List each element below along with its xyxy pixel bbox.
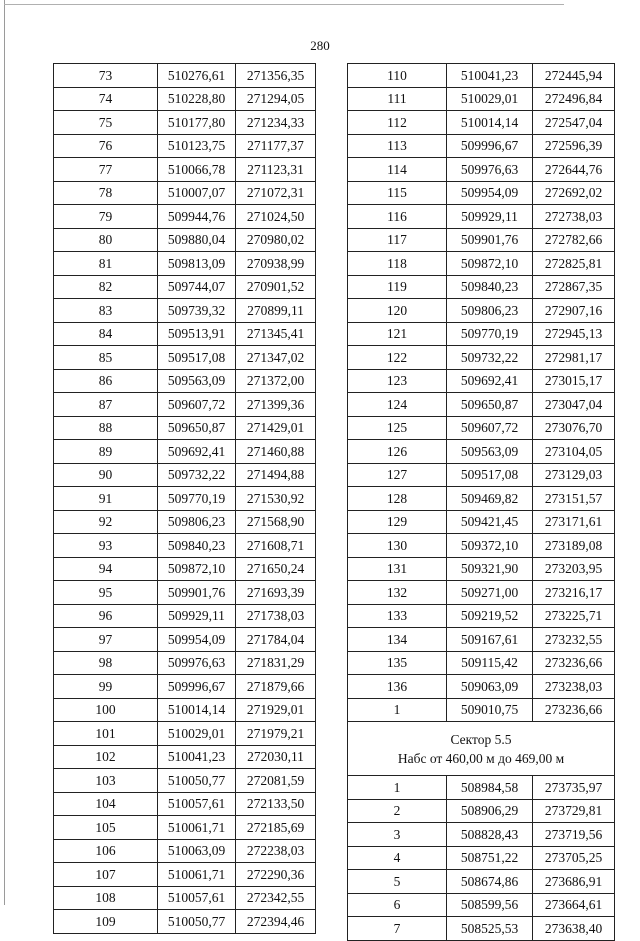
table-row [348,111,615,135]
coord-x-cell: 510228,80 [158,87,236,111]
coord-x-cell: 509840,23 [158,534,236,558]
point-number-cell: 108 [54,886,158,910]
coord-x-cell: 509607,72 [158,393,236,417]
table-row [54,698,316,722]
point-number-cell: 131 [348,557,447,581]
coord-x-cell: 509607,72 [447,416,533,440]
table-row [348,651,615,675]
coord-x-cell: 510014,14 [447,111,533,135]
coord-x-cell: 509167,61 [447,628,533,652]
table-row [54,181,316,205]
table-row [54,252,316,276]
sector-header [348,722,615,776]
point-number-cell: 109 [54,910,158,934]
coord-y-cell: 273238,03 [533,675,615,699]
coord-x-cell: 509901,76 [158,581,236,605]
coord-y-cell: 271123,31 [236,158,316,182]
table-row [348,205,615,229]
table-row [348,846,615,870]
point-number-cell: 78 [54,181,158,205]
table-row [54,910,316,934]
table-row [54,557,316,581]
point-number-cell: 75 [54,111,158,135]
coord-y-cell: 272133,50 [236,792,316,816]
coord-y-cell: 273104,05 [533,440,615,464]
coord-y-cell: 272238,03 [236,839,316,863]
point-number-cell: 105 [54,816,158,840]
table-row [348,393,615,417]
coord-y-cell: 272825,81 [533,252,615,276]
coord-x-cell: 509929,11 [447,205,533,229]
coord-y-cell: 273171,61 [533,510,615,534]
table-row [348,698,615,722]
table-row [54,64,316,88]
coord-x-cell: 510029,01 [447,87,533,111]
coord-x-cell: 510007,07 [158,181,236,205]
coord-y-cell: 270938,99 [236,252,316,276]
table-row [54,393,316,417]
coord-y-cell: 272496,84 [533,87,615,111]
point-number-cell: 92 [54,510,158,534]
coord-x-cell: 510123,75 [158,134,236,158]
point-number-cell: 115 [348,181,447,205]
table-row [54,628,316,652]
scan-edge-left [4,0,5,905]
point-number-cell: 126 [348,440,447,464]
point-number-cell: 2 [348,799,447,823]
coord-x-cell: 509321,90 [447,557,533,581]
table-row [54,87,316,111]
coord-y-cell: 272394,46 [236,910,316,934]
coord-y-cell: 273686,91 [533,870,615,894]
coord-y-cell: 273236,66 [533,698,615,722]
coord-y-cell: 273216,17 [533,581,615,605]
point-number-cell: 118 [348,252,447,276]
table-row [54,745,316,769]
point-number-cell: 117 [348,228,447,252]
coord-x-cell: 509692,41 [447,369,533,393]
page-number: 280 [310,38,330,53]
coord-y-cell: 272981,17 [533,346,615,370]
point-number-cell: 104 [54,792,158,816]
coord-x-cell: 509770,19 [158,487,236,511]
table-row [348,823,615,847]
point-number-cell: 76 [54,134,158,158]
coord-x-cell: 510061,71 [158,816,236,840]
point-number-cell: 132 [348,581,447,605]
coord-y-cell: 271879,66 [236,675,316,699]
coord-x-cell: 509010,75 [447,698,533,722]
coord-x-cell: 509517,08 [447,463,533,487]
coord-y-cell: 272081,59 [236,769,316,793]
coord-x-cell: 509872,10 [158,557,236,581]
table-row [54,651,316,675]
coord-x-cell: 510061,71 [158,863,236,887]
point-number-cell: 102 [54,745,158,769]
point-number-cell: 91 [54,487,158,511]
point-number-cell: 80 [54,228,158,252]
point-number-cell: 121 [348,322,447,346]
point-number-cell: 94 [54,557,158,581]
point-number-cell: 93 [54,534,158,558]
point-number-cell: 130 [348,534,447,558]
coord-x-cell: 509976,63 [447,158,533,182]
point-number-cell: 133 [348,604,447,628]
coord-y-cell: 273638,40 [533,917,615,941]
point-number-cell: 136 [348,675,447,699]
table-row [348,299,615,323]
point-number-cell: 116 [348,205,447,229]
coord-y-cell: 271347,02 [236,346,316,370]
table-row [54,463,316,487]
point-number-cell: 79 [54,205,158,229]
coord-y-cell: 272867,35 [533,275,615,299]
coord-y-cell: 272030,11 [236,745,316,769]
coord-x-cell: 510041,23 [158,745,236,769]
table-row [348,581,615,605]
coord-y-cell: 273735,97 [533,776,615,800]
table-row [54,158,316,182]
table-row [54,792,316,816]
coord-x-cell: 510066,78 [158,158,236,182]
coord-y-cell: 271177,37 [236,134,316,158]
coord-x-cell: 510177,80 [158,111,236,135]
table-row [348,534,615,558]
coord-x-cell: 509692,41 [158,440,236,464]
coord-y-cell: 273729,81 [533,799,615,823]
table-row [348,799,615,823]
coord-y-cell: 271429,01 [236,416,316,440]
point-number-cell: 107 [54,863,158,887]
table-row [54,416,316,440]
coord-x-cell: 510057,61 [158,792,236,816]
coord-x-cell: 509954,09 [158,628,236,652]
coord-y-cell: 270980,02 [236,228,316,252]
coord-x-cell: 510057,61 [158,886,236,910]
coord-y-cell: 271608,71 [236,534,316,558]
table-row [348,487,615,511]
table-row [348,158,615,182]
table-row [348,510,615,534]
coord-x-cell: 508525,53 [447,917,533,941]
coord-y-cell: 271399,36 [236,393,316,417]
coord-y-cell: 271929,01 [236,698,316,722]
coord-x-cell: 509954,09 [447,181,533,205]
table-row [54,275,316,299]
point-number-cell: 122 [348,346,447,370]
coord-x-cell: 509976,63 [158,651,236,675]
point-number-cell: 111 [348,87,447,111]
coord-y-cell: 272692,02 [533,181,615,205]
coord-x-cell: 509739,32 [158,299,236,323]
point-number-cell: 82 [54,275,158,299]
table-row [54,322,316,346]
table-row [54,839,316,863]
coord-x-cell: 509929,11 [158,604,236,628]
table-row [348,917,615,941]
coord-x-cell: 509840,23 [447,275,533,299]
table-row [54,299,316,323]
coord-y-cell: 271568,90 [236,510,316,534]
table-row [348,628,615,652]
coord-x-cell: 509513,91 [158,322,236,346]
point-number-cell: 113 [348,134,447,158]
point-number-cell: 129 [348,510,447,534]
coord-y-cell: 271294,05 [236,87,316,111]
coord-y-cell: 271831,29 [236,651,316,675]
coord-y-cell: 273189,08 [533,534,615,558]
coord-y-cell: 272738,03 [533,205,615,229]
coord-x-cell: 508984,58 [447,776,533,800]
coord-x-cell: 509732,22 [158,463,236,487]
coord-x-cell: 508674,86 [447,870,533,894]
coord-y-cell: 273236,66 [533,651,615,675]
table-row [348,87,615,111]
table-row [54,886,316,910]
table-row [348,463,615,487]
point-number-cell: 101 [54,722,158,746]
coord-y-cell: 270901,52 [236,275,316,299]
coord-y-cell: 273047,04 [533,393,615,417]
coord-y-cell: 273719,56 [533,823,615,847]
point-number-cell: 114 [348,158,447,182]
point-number-cell: 112 [348,111,447,135]
coord-x-cell: 509563,09 [447,440,533,464]
coord-y-cell: 271372,00 [236,369,316,393]
table-row [54,111,316,135]
coord-x-cell: 509996,67 [158,675,236,699]
coord-x-cell: 509944,76 [158,205,236,229]
point-number-cell: 5 [348,870,447,894]
coord-x-cell: 508828,43 [447,823,533,847]
table-row [54,346,316,370]
point-number-cell: 6 [348,893,447,917]
table-row [54,816,316,840]
table-row [348,322,615,346]
point-number-cell: 96 [54,604,158,628]
coord-y-cell: 272547,04 [533,111,615,135]
coord-x-cell: 509880,04 [158,228,236,252]
point-number-cell: 135 [348,651,447,675]
sector-height-range: Набс от 460,00 м до 469,00 м [397,750,565,766]
coord-x-cell: 509650,87 [158,416,236,440]
table-row [54,510,316,534]
coord-x-cell: 509732,22 [447,346,533,370]
coordinates-table-right [347,63,615,941]
coord-x-cell: 508906,29 [447,799,533,823]
point-number-cell: 119 [348,275,447,299]
coord-x-cell: 510276,61 [158,64,236,88]
point-number-cell: 127 [348,463,447,487]
table-row [348,228,615,252]
table-row [54,369,316,393]
coord-x-cell: 508751,22 [447,846,533,870]
point-number-cell: 88 [54,416,158,440]
coord-x-cell: 509421,45 [447,510,533,534]
table-row [54,228,316,252]
point-number-cell: 3 [348,823,447,847]
coord-x-cell: 509996,67 [447,134,533,158]
table-row [348,346,615,370]
point-number-cell: 106 [54,839,158,863]
coord-y-cell: 273232,55 [533,628,615,652]
point-number-cell: 98 [54,651,158,675]
coord-x-cell: 509872,10 [447,252,533,276]
point-number-cell: 90 [54,463,158,487]
coord-x-cell: 509770,19 [447,322,533,346]
table-row [348,416,615,440]
coord-y-cell: 272945,13 [533,322,615,346]
coord-y-cell: 272342,55 [236,886,316,910]
table-row [348,369,615,393]
coord-y-cell: 273129,03 [533,463,615,487]
table-row [54,675,316,699]
coord-y-cell: 273015,17 [533,369,615,393]
coord-x-cell: 510014,14 [158,698,236,722]
coord-y-cell: 271979,21 [236,722,316,746]
point-number-cell: 123 [348,369,447,393]
coord-x-cell: 509115,42 [447,651,533,675]
point-number-cell: 100 [54,698,158,722]
coord-x-cell: 509372,10 [447,534,533,558]
table-row [54,134,316,158]
table-row [54,769,316,793]
coord-y-cell: 271650,24 [236,557,316,581]
coordinates-table-left [53,63,316,934]
point-number-cell: 85 [54,346,158,370]
coord-y-cell: 273203,95 [533,557,615,581]
coord-x-cell: 509219,52 [447,604,533,628]
coord-y-cell: 271356,35 [236,64,316,88]
point-number-cell: 84 [54,322,158,346]
sector-title: Сектор 5.5 [450,731,512,747]
coord-x-cell: 508599,56 [447,893,533,917]
table-row [54,487,316,511]
coord-y-cell: 273225,71 [533,604,615,628]
point-number-cell: 128 [348,487,447,511]
coord-x-cell: 509901,76 [447,228,533,252]
coord-y-cell: 270899,11 [236,299,316,323]
table-row [54,863,316,887]
coord-y-cell: 273151,57 [533,487,615,511]
point-number-cell: 1 [348,776,447,800]
table-row [348,776,615,800]
point-number-cell: 74 [54,87,158,111]
point-number-cell: 125 [348,416,447,440]
table-row [348,440,615,464]
table-row [54,534,316,558]
coord-x-cell: 509469,82 [447,487,533,511]
coord-y-cell: 271530,92 [236,487,316,511]
point-number-cell: 4 [348,846,447,870]
coord-x-cell: 509563,09 [158,369,236,393]
coord-x-cell: 509744,07 [158,275,236,299]
coord-y-cell: 271494,88 [236,463,316,487]
coord-x-cell: 510050,77 [158,769,236,793]
coord-x-cell: 509517,08 [158,346,236,370]
coord-y-cell: 273076,70 [533,416,615,440]
sector-header-row [348,722,615,776]
coord-x-cell: 509806,23 [158,510,236,534]
point-number-cell: 81 [54,252,158,276]
coord-y-cell: 272644,76 [533,158,615,182]
point-number-cell: 110 [348,64,447,88]
coord-x-cell: 510029,01 [158,722,236,746]
point-number-cell: 95 [54,581,158,605]
coord-y-cell: 271738,03 [236,604,316,628]
table-row [348,604,615,628]
point-number-cell: 124 [348,393,447,417]
coord-y-cell: 271693,39 [236,581,316,605]
table-row [348,870,615,894]
coord-x-cell: 509650,87 [447,393,533,417]
point-number-cell: 103 [54,769,158,793]
table-row [348,134,615,158]
point-number-cell: 77 [54,158,158,182]
coord-y-cell: 273705,25 [533,846,615,870]
coord-x-cell: 509813,09 [158,252,236,276]
table-row [348,252,615,276]
coord-y-cell: 272185,69 [236,816,316,840]
coord-y-cell: 271460,88 [236,440,316,464]
coord-x-cell: 509806,23 [447,299,533,323]
scan-edge-top [4,4,564,5]
point-number-cell: 86 [54,369,158,393]
table-row [54,722,316,746]
table-row [54,604,316,628]
coord-y-cell: 273664,61 [533,893,615,917]
coord-x-cell: 509063,09 [447,675,533,699]
point-number-cell: 97 [54,628,158,652]
point-number-cell: 89 [54,440,158,464]
point-number-cell: 83 [54,299,158,323]
table-row [348,675,615,699]
point-number-cell: 73 [54,64,158,88]
table-row [54,440,316,464]
coord-y-cell: 272596,39 [533,134,615,158]
point-number-cell: 134 [348,628,447,652]
table-row [54,205,316,229]
coord-y-cell: 271072,31 [236,181,316,205]
point-number-cell: 7 [348,917,447,941]
point-number-cell: 1 [348,698,447,722]
table-row [348,557,615,581]
coord-y-cell: 271234,33 [236,111,316,135]
table-row [54,581,316,605]
coord-y-cell: 272290,36 [236,863,316,887]
coord-x-cell: 510063,09 [158,839,236,863]
coord-y-cell: 271784,04 [236,628,316,652]
coord-x-cell: 510050,77 [158,910,236,934]
coord-y-cell: 271024,50 [236,205,316,229]
table-row [348,181,615,205]
coord-y-cell: 271345,41 [236,322,316,346]
coord-y-cell: 272907,16 [533,299,615,323]
coord-y-cell: 272445,94 [533,64,615,88]
point-number-cell: 120 [348,299,447,323]
coord-x-cell: 510041,23 [447,64,533,88]
coord-x-cell: 509271,00 [447,581,533,605]
point-number-cell: 87 [54,393,158,417]
coord-y-cell: 272782,66 [533,228,615,252]
table-row [348,64,615,88]
table-row [348,275,615,299]
point-number-cell: 99 [54,675,158,699]
